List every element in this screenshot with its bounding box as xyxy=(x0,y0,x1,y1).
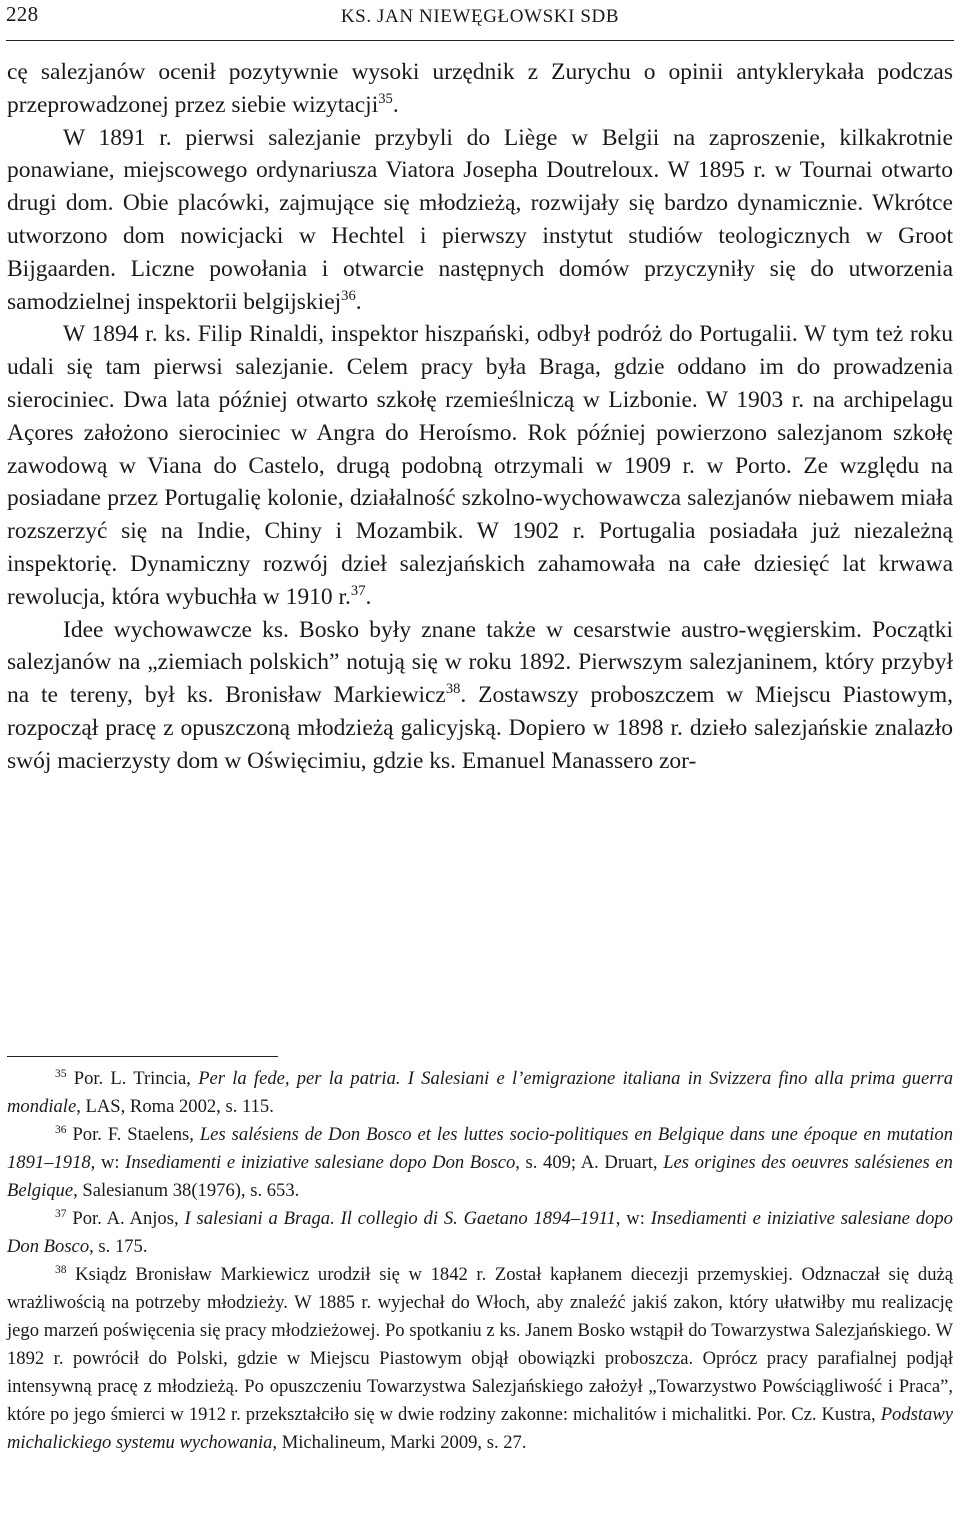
footnote-38 xyxy=(7,1261,953,1457)
footnote-number: 36 xyxy=(55,1123,67,1136)
running-head: KS. JAN NIEWĘGŁOWSKI SDB xyxy=(340,6,620,27)
footnote-title: Les origines des oeuvres salésienes en Belgique xyxy=(7,1152,953,1201)
footnote-text: Por. F. Staelens, xyxy=(66,1124,200,1145)
paragraph-3 xyxy=(7,318,953,613)
paragraph-4 xyxy=(7,614,953,778)
footnote-title: Les salésiens de Don Bosco et les luttes socio-politiques en Belgique dans une époque en mutation 1891–1918 xyxy=(7,1124,953,1173)
footnote-title: Podstawy michalickiego systemu wychowania xyxy=(7,1404,953,1453)
footnote-number: 37 xyxy=(55,1207,67,1220)
footnote-ref-35[interactable]: 35 xyxy=(378,90,393,107)
footnote-title: Insediamenti e iniziative salesiane dopo Don Bosco xyxy=(7,1208,953,1257)
footnote-title: I salesiani a Braga. Il collegio di S. Gaetano 1894–1911 xyxy=(184,1208,616,1229)
footnote-text: , Salesianum 38(1976), s. 653. xyxy=(73,1180,300,1201)
footnote-rule xyxy=(7,1056,278,1057)
footnote-number: 35 xyxy=(55,1067,67,1080)
footnote-36 xyxy=(7,1121,953,1205)
footnote-number: 38 xyxy=(55,1263,67,1276)
paragraph-text: W 1894 r. ks. Filip Rinaldi, inspektor hiszpański, odbył podróż do Portugalii. W tym też roku udali się tam pierwsi salezjanie. Celem pracy była Braga, gdzie oddano im do prowadzenia sierociniec. Dwa lata później otwarto szkołę rzemieślniczą w Lizbonie. W 1903 r. na archipelagu Açores założono sierociniec w Angra do Heroísmo. Rok później powierzono salezjanom szkołę zawodową w Viana do Castelo, drugą podobną otrzymali w 1909 r. w Porto. Ze względu na posiadane przez Portugalię kolonie, działalność szkolno-wychowawcza salezjanów niebawem miała rozszerzyć się na Indie, Chiny i Mozambik. W 1902 r. Portugalia posiadała już niezależną inspektorię. Dynamiczny rozwój dzieł salezjańskich zahamowała na całe dziesięć lat krwawa rewolucja, która wybuchła w 1910 r. xyxy=(7,321,953,610)
footnote-ref-37[interactable]: 37 xyxy=(350,582,366,599)
footnote-text: , s. 175. xyxy=(89,1236,148,1257)
footnote-35 xyxy=(7,1065,953,1121)
page-header xyxy=(0,0,960,40)
footnote-ref-36[interactable]: 36 xyxy=(341,287,356,304)
paragraph-text: cę salezjanów ocenił pozytywnie wysoki urzędnik z Zurychu o opinii antyklerykała podczas przeprowadzonej przez siebie wizytacji xyxy=(7,59,953,118)
footnote-text: Por. A. Anjos, xyxy=(66,1208,185,1229)
paragraph-text: . xyxy=(392,91,399,118)
footnote-text: , w: xyxy=(615,1208,651,1229)
footnote-text: , s. 409; A. Druart, xyxy=(515,1152,664,1173)
paragraph-1 xyxy=(7,56,953,122)
footnote-title: Insediamenti e iniziative salesiane dopo Don Bosco xyxy=(125,1152,516,1173)
footnote-text: , LAS, Roma 2002, s. 115. xyxy=(76,1096,274,1117)
footnote-text: , Michalineum, Marki 2009, s. 27. xyxy=(272,1432,527,1453)
footnote-text: Por. L. Trincia, xyxy=(66,1068,199,1089)
paragraph-2 xyxy=(7,122,953,319)
footnote-text: Ksiądz Bronisław Markiewicz urodził się w 1842 r. Został kapłanem diecezji przemyskiej. Odznaczał się dużą wrażliwością na potrzeby młodzieży. W 1885 r. wyjechał do Włoch, aby znaleźć jakiś zakon, który ułatwiłby mu realizację jego marzeń poświęcenia się pracy młodzieżowej. Po spotkaniu z ks. Janem Bosko wstąpił do Towarzystwa Salezjańskiego. W 1892 r. powrócił do Polski, gdzie w Miejscu Piastowym objął obowiązki proboszcza. Oprócz pracy parafialnej podjął intensywną pracę z młodzieżą. Po opuszczeniu Towarzystwa Salezjańskiego założył „Towarzystwo Powściągliwość i Praca”, które po jego śmierci w 1912 r. przekształciło się w dwie rodziny zakonne: michalitów i michalitki. Por. Cz. Kustra, xyxy=(7,1264,953,1425)
footnotes xyxy=(7,1065,953,1457)
header-rule xyxy=(6,40,954,41)
main-text xyxy=(7,56,953,778)
paragraph-text: Idee wychowawcze ks. Bosko były znane także w cesarstwie austro-węgierskim. Początki salezjanów na „ziemiach polskich” notują się w roku 1892. Pierwszym salezjaninem, który przybył na te tereny, był ks. Bronisław Markiewicz xyxy=(7,616,953,709)
footnote-text: , w: xyxy=(90,1152,126,1173)
footnote-title: Per la fede, per la patria. I Salesiani e l’emigrazione italiana in Svizzera fino alla prima guerra mondiale xyxy=(7,1068,953,1117)
paragraph-text: . xyxy=(355,288,362,315)
paragraph-text: . xyxy=(365,583,372,610)
footnote-ref-38[interactable]: 38 xyxy=(445,681,461,698)
footnote-37 xyxy=(7,1205,953,1261)
paragraph-text: W 1891 r. pierwsi salezjanie przybyli do Liège w Belgii na zaproszenie, kilkakrotnie ponawiane, miejscowego ordynariusza Viatora Josepha Doutreloux. W 1895 r. w Tournai otwarto drugi dom. Obie placówki, zajmujące się młodzieżą, rozwijały się bardzo dynamicznie. Wkrótce utworzono dom nowicjacki w Hechtel i pierwszy instytut studiów teologicznych w Groot Bijgaarden. Liczne powołania i otwarcie następnych domów przyczyniły się do utworzenia samodzielnej inspektorii belgijskiej xyxy=(7,124,953,315)
page-number: 228 xyxy=(6,2,39,26)
paragraph-text: . Zostawszy proboszczem w Miejscu Piastowym, rozpoczął pracę z opuszczoną młodzieżą galicyjską. Dopiero w 1898 r. dzieło salezjańskie znalazło swój macierzysty dom w Oświęcimiu, gdzie ks. Emanuel Manassero zor- xyxy=(7,682,953,774)
